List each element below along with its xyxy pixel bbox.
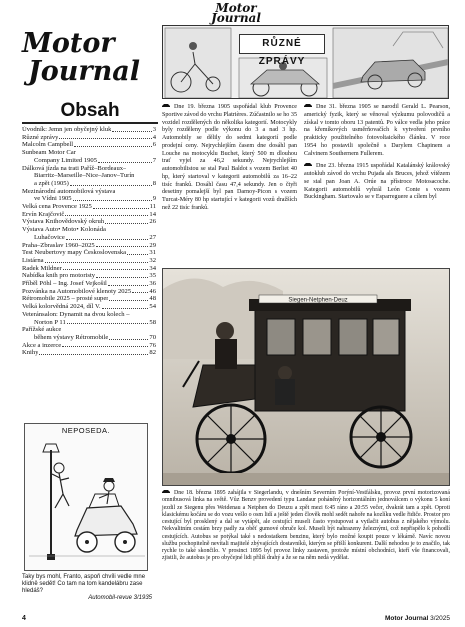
toc-item-page: 27 xyxy=(149,233,156,241)
car-bullet-icon xyxy=(162,103,170,108)
toc-title: Obsah xyxy=(22,98,158,124)
article-paragraph xyxy=(304,103,450,158)
masthead-line2: Journal xyxy=(211,11,261,25)
toc-dot-leader xyxy=(109,339,148,340)
toc-item xyxy=(22,319,156,327)
toc-item xyxy=(22,157,156,165)
toc-item-title: Příběl Pöhl – Ing. Josef Vejkošil xyxy=(22,280,107,288)
footer-journal xyxy=(372,615,450,622)
toc-item-title: Výstava Auto• Moto• Kolonáda xyxy=(22,226,106,234)
toc-dot-leader xyxy=(102,308,149,309)
toc-item-title: Úvodník: Jemn jen obyčejný kluk xyxy=(22,126,112,133)
toc-item xyxy=(22,288,156,296)
table-of-contents xyxy=(22,126,156,357)
toc-item-page: 58 xyxy=(149,318,156,326)
logo-line1: Motor xyxy=(22,28,115,59)
toc-item-page: 36 xyxy=(149,280,156,288)
toc-item-page: 26 xyxy=(149,218,156,226)
toc-item xyxy=(22,180,156,188)
toc-dot-leader xyxy=(70,185,152,186)
toc-item-page: 3 xyxy=(152,126,156,133)
toc-item-title: Veteránsalon: Dynamit na dvou kolech – xyxy=(22,310,130,318)
toc-item-page: 34 xyxy=(149,264,156,272)
toc-item xyxy=(22,226,156,234)
toc-item xyxy=(22,349,156,357)
article-paragraph xyxy=(304,162,450,202)
toc-item-page: 11 xyxy=(149,203,156,211)
article-paragraph xyxy=(162,103,297,213)
toc-item-title: Praha–Zbraslav 1960–2025 xyxy=(22,241,95,249)
masthead-line1: Motor xyxy=(215,1,257,15)
page-number: 4 xyxy=(22,615,26,622)
logo-line2: Journal xyxy=(28,56,141,87)
toc-item xyxy=(22,242,156,250)
toc-item-page: 9 xyxy=(152,195,156,203)
photo-caption-text: Dne 18. března 1895 zahájila v Siegerlandu, v dnešním Severním Porýní-Vestfálsku, provoz první motorizovaná omnibusová linka na světě. Vůz Benzv provedení typu Landaur poháněný horizontálním jednoválcem o výkonu 5 koní jezdil ze Siegenu přes Weidenau a Netphen do Deuzu a zpět mezi 6:45 ráno a 20:55 večer, dvakrát tam a zpět. Oproti klasickému kočáru se do vozu vešlo o osm lidí a ještě jeden člověk mohl sedět nahoře na kozlíku vedle řidiče. Prostor pro cestující byl prosklený a dal se vytápět, ale cestující museli často vystupovat a vytlačit autobus z nějakého výmolu. Nekvalitním cestám brzy padly za oběť gumové obruče kol. Museli být nahrazeny železnými, což nepřispělo k pohodlí cestujících. Autobus se potýkal také s nedostatkem benzinu, který bylo možné koupit pouze v lékárně. Navíc novou službu pochopitelně nevítali majitelé zbývajících dostavníků, kterým se přišlí konkurent. Další nehodou je to značilo, tak rychle to také skončilo. V prosinci 1895 byl provoz linky zastaven, protože místní obchodníci, kteří vše financovali, zjistili, že autobus je pro obyčejné lidi příliš drahý a že se na něm nedá vydělat. xyxy=(162,490,450,562)
toc-item-page: 32 xyxy=(149,256,156,264)
toc-item-title: Velká kolorvědná 2024, díl V. xyxy=(22,303,101,311)
toc-item-title: Akce a inzerce xyxy=(22,341,62,349)
toc-item-page: 46 xyxy=(149,287,156,295)
toc-dot-leader xyxy=(96,246,149,247)
toc-item-title: Luhačovice xyxy=(34,233,65,241)
footer-journal-name: Motor Journal xyxy=(384,615,429,622)
article-column-1 xyxy=(162,103,297,265)
toc-dot-leader xyxy=(105,223,148,224)
toc-item-title: Radek Mildner xyxy=(22,264,62,272)
toc-item xyxy=(22,326,156,334)
toc-item-page: 14 xyxy=(149,210,156,218)
toc-item-page: 6 xyxy=(152,141,156,149)
toc-item-title: Listárna xyxy=(22,256,44,264)
toc-item-page: 35 xyxy=(149,272,156,280)
toc-item xyxy=(22,141,156,149)
toc-item xyxy=(22,195,156,203)
toc-item-title: Company Limited 1905 xyxy=(34,156,98,164)
toc-item xyxy=(22,265,156,273)
toc-item xyxy=(22,188,156,196)
omnibus-photo xyxy=(162,268,450,486)
toc-item xyxy=(22,311,156,319)
toc-item-title: a zpět (1905) xyxy=(34,179,69,187)
article-text: Dne 23. března 1915 uspořádal Katalánský královský autoklub závod do vrchu Pujada als Bruces, jehož vítězem se stal pan Joan A. Orúe na přístroce Motosacoche. Kategorii automobilů vyhrál León Conte s vozem Buckingham. Startovalo se v Esparreguere a cílem byl xyxy=(304,163,450,201)
masthead xyxy=(196,1,276,25)
toc-item-title: Dálková jízda na trati Paříž–Bordeaux– xyxy=(22,164,127,172)
toc-item-title: Sunbeam Motor Car xyxy=(22,149,76,157)
toc-item xyxy=(22,295,156,303)
toc-item xyxy=(22,257,156,265)
cartoon-title: NEPOSEDA. xyxy=(61,426,111,435)
toc-item xyxy=(22,342,156,350)
toc-item-title: Velká cena Provence 1925 xyxy=(22,203,92,211)
toc-item-page: 29 xyxy=(149,241,156,249)
toc-item xyxy=(22,134,156,142)
toc-item-title: Norton P 11 xyxy=(34,318,66,326)
car-bullet-icon xyxy=(304,103,312,108)
toc-item-page: 76 xyxy=(149,341,156,349)
news-banner xyxy=(162,25,449,99)
toc-dot-leader xyxy=(112,131,151,132)
toc-item xyxy=(22,334,156,342)
toc-item xyxy=(22,272,156,280)
car-bullet-icon xyxy=(162,489,170,494)
omnibus-illustration xyxy=(163,269,450,486)
toc-item-page: 82 xyxy=(149,349,156,357)
journal-logo xyxy=(22,30,158,94)
article-text: Dne 31. března 1905 se narodil Gerald L. Pearson, americký fyzik, který se věnoval výzkumu polovodičů a získal v tomto oboru 13 patentů. Po válce vedla jeho práce na křemíkových usměrňovačích k vytvoření prvního prakticky použitelného fotovoltaického článku. V roce 1954 ho postavili společně s Darylem Chapinem a Calvinem Southernem Fullerem. xyxy=(304,104,450,157)
toc-dot-leader xyxy=(74,146,152,147)
toc-dot-leader xyxy=(66,239,149,240)
toc-dot-leader xyxy=(109,300,148,301)
toc-dot-leader xyxy=(132,292,148,293)
toc-item-title: Nabídka knih pro motoristy xyxy=(22,272,96,280)
toc-item xyxy=(22,211,156,219)
toc-item-page: 54 xyxy=(149,303,156,311)
cartoon-illustration xyxy=(29,438,145,568)
toc-item xyxy=(22,126,156,134)
toc-item-title: Biarritz–Marseille–Nice–Janov–Turín xyxy=(34,172,135,180)
toc-item-page: 4 xyxy=(152,133,156,141)
toc-item-page: 31 xyxy=(149,249,156,257)
toc-item xyxy=(22,149,156,157)
toc-item xyxy=(22,165,156,173)
cartoon-caption xyxy=(22,574,152,602)
toc-item-title: Různé zprávy xyxy=(22,133,59,141)
toc-item-title: během výstavy Rétromobile xyxy=(34,333,109,341)
toc-item-title: Ervín Krajčovič xyxy=(22,210,65,218)
toc-item-title: Pozvánka na Automobilové klenoty 2025 xyxy=(22,287,132,295)
toc-dot-leader xyxy=(39,354,148,355)
toc-item-title: Malcolm Campbell xyxy=(22,141,74,149)
toc-item xyxy=(22,172,156,180)
toc-dot-leader xyxy=(45,262,149,263)
article-text: Dne 19. března 1905 uspořádal klub Provence Sportive závod do vrchu Platrières. Zúčastnilo se ho 35 vozidel rozdělených do několika kategorií. Motocykly byly rozděleny podle výkonu do 3 a nad 3 hp. Automobily se dělily do sedmi kategorií podle prodejní ceny. Nejrychlejším časem dne dosáhl pan Louche na motocyklu Buchet, který 500 m dlouhou trať vyjel za 46,2 sekundy. Nejrychlejším automobilistou se stal Paul Baldot s vozem Berliet 40 hp, který startoval v kategorii automobilů za 16–22 tisíc franků. Dosáhl času 47,4 sekundy. Jen o čtyři desetiny pomalejší byl pan Darnoy-Picon s vozem Turcat-Méry 80 hp startující v kategorii vozů dražších než 22 tisíc franků. xyxy=(162,104,297,211)
toc-item xyxy=(22,249,156,257)
toc-dot-leader xyxy=(98,162,152,163)
toc-dot-leader xyxy=(67,323,149,324)
toc-dot-leader xyxy=(62,346,148,347)
toc-dot-leader xyxy=(96,277,148,278)
toc-item-title: Test Neubertovy mapy Československa xyxy=(22,249,127,257)
cartoon-caption-text: Taky bys mohl, Franto, aspoň chvíli vedle mne klidně sedět! Co tam na tom kandelábru zase hledáš? xyxy=(22,574,146,594)
footer-issue: 3/2025 xyxy=(430,615,450,622)
cartoon-source: Automobil-revue 3/1935 xyxy=(88,595,152,601)
toc-item-title: Rétromobile 2025 – prosté super xyxy=(22,295,109,303)
toc-item xyxy=(22,203,156,211)
toc-dot-leader xyxy=(59,138,151,139)
toc-item-page: 48 xyxy=(149,295,156,303)
toc-dot-leader xyxy=(108,285,149,286)
cartoon-box xyxy=(24,423,148,571)
toc-item-page: 70 xyxy=(149,333,156,341)
article-column-2 xyxy=(304,103,450,265)
omnibus-sign: Siegen-Netphen-Deuz xyxy=(288,297,348,304)
toc-dot-leader xyxy=(65,215,148,216)
toc-item-title: Mezinárodní automobilová výstava xyxy=(22,187,116,195)
toc-dot-leader xyxy=(127,254,148,255)
toc-item-page: 8 xyxy=(152,179,156,187)
toc-item xyxy=(22,218,156,226)
toc-item-title: Knihy xyxy=(22,349,39,357)
toc-item-page: 7 xyxy=(152,156,156,164)
toc-item-title: ve Vídni 1905 xyxy=(34,195,72,203)
toc-dot-leader xyxy=(73,200,152,201)
toc-dot-leader xyxy=(63,269,149,270)
banner-title: RŮZNÉ ZPRÁVY xyxy=(239,34,325,54)
toc-item xyxy=(22,234,156,242)
car-bullet-icon xyxy=(304,162,312,167)
toc-item xyxy=(22,280,156,288)
toc-item-title: Výstava Knihovědovský okruh xyxy=(22,218,105,226)
photo-caption xyxy=(162,489,450,563)
toc-item-title: Pařížské aukce xyxy=(22,326,62,334)
toc-item xyxy=(22,303,156,311)
toc-dot-leader xyxy=(93,208,149,209)
